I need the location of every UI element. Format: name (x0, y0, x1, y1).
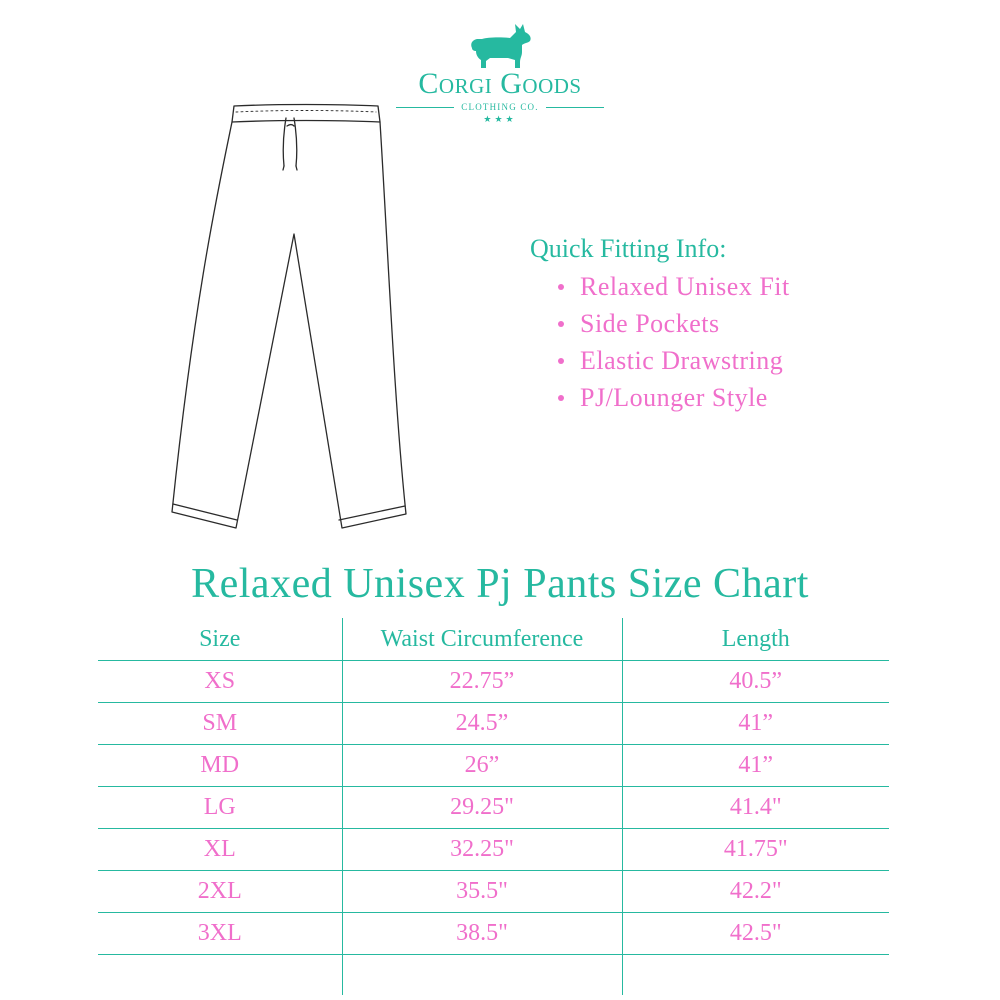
cell-waist: 24.5” (342, 703, 622, 745)
cell-empty (342, 955, 622, 996)
bullet-icon (558, 321, 564, 327)
table-row (98, 661, 889, 703)
table-header-row (98, 618, 889, 661)
header-waist: Waist Circumference (342, 618, 622, 661)
cell-size: 2XL (98, 871, 342, 913)
brand-name: Corgi Goods (418, 67, 582, 100)
cell-empty (622, 955, 889, 996)
size-chart-title: Relaxed Unisex Pj Pants Size Chart (191, 561, 809, 607)
cell-waist: 32.25" (342, 829, 622, 871)
table-row (98, 787, 889, 829)
cell-length: 42.2" (622, 871, 889, 913)
cell-empty (98, 955, 342, 996)
cell-length: 42.5" (622, 913, 889, 955)
list-item: Side Pockets (530, 305, 970, 342)
cell-length: 41.75" (622, 829, 889, 871)
header-length: Length (622, 618, 889, 661)
info-title: Quick Fitting Info: (530, 234, 727, 263)
table-row (98, 703, 889, 745)
cell-size: MD (98, 745, 342, 787)
table-row (98, 913, 889, 955)
list-item: PJ/Lounger Style (530, 379, 970, 416)
cell-waist: 22.75” (342, 661, 622, 703)
info-list (530, 268, 970, 416)
bullet-icon (558, 358, 564, 364)
list-item: Relaxed Unisex Fit (530, 268, 970, 305)
header-size: Size (98, 618, 342, 661)
cell-length: 41” (622, 703, 889, 745)
cell-length: 41” (622, 745, 889, 787)
cell-size: SM (98, 703, 342, 745)
bullet-icon (558, 395, 564, 401)
table-row (98, 871, 889, 913)
cell-size: LG (98, 787, 342, 829)
cell-waist: 38.5" (342, 913, 622, 955)
brand-rule-right (546, 107, 604, 108)
brand-stars: ★★★ (483, 115, 517, 125)
size-chart-table (98, 618, 889, 995)
table-row (98, 745, 889, 787)
cell-waist: 26” (342, 745, 622, 787)
table-row (98, 829, 889, 871)
corgi-icon (468, 22, 536, 70)
cell-size: XL (98, 829, 342, 871)
cell-size: 3XL (98, 913, 342, 955)
table-row-empty (98, 955, 889, 996)
cell-length: 40.5” (622, 661, 889, 703)
brand-subtitle: CLOTHING CO. (461, 102, 539, 112)
cell-size: XS (98, 661, 342, 703)
pants-illustration (166, 100, 426, 540)
quick-fitting-info (530, 230, 970, 416)
cell-waist: 29.25" (342, 787, 622, 829)
bullet-icon (558, 284, 564, 290)
list-item: Elastic Drawstring (530, 342, 970, 379)
cell-length: 41.4" (622, 787, 889, 829)
cell-waist: 35.5" (342, 871, 622, 913)
